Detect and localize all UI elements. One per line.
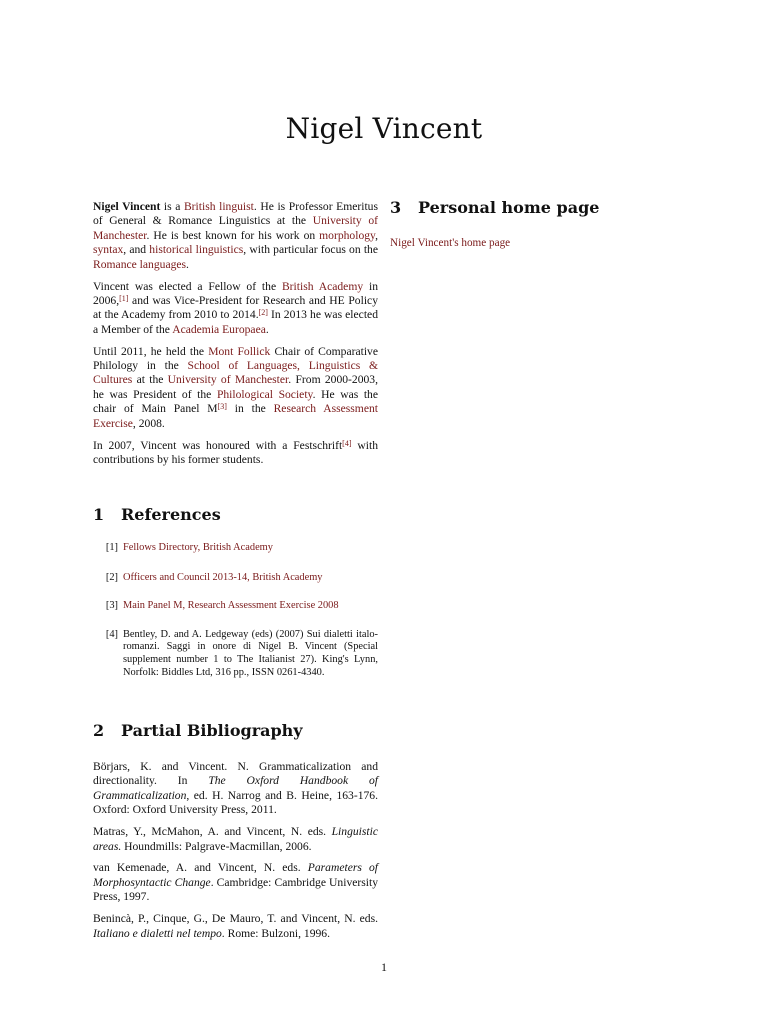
section-title: Personal home page [418,198,600,217]
text: , 2008. [132,416,165,430]
bibliography-entry [93,912,378,941]
bibliography-section [93,721,379,948]
link-mont-follick[interactable]: Mont Follick [208,344,271,358]
section-number: 1 [93,505,105,525]
page-title: Nigel Vincent [285,112,483,145]
link-research-assessment-exercise[interactable]: Research Assessment Exercise [93,402,378,430]
citation-2[interactable]: [2] [258,308,268,318]
bibliography-entry [93,861,378,904]
right-column [390,198,690,258]
text: with contributions by his former students. [93,438,378,466]
text: In 2013 he was elected a Member of the [93,308,378,336]
section-title: References [121,505,221,525]
work-title: Italiano e dialetti nel tempo [93,926,222,940]
link-romance-languages[interactable]: Romance languages [93,257,187,271]
text: In 2007, Vincent was honoured with a Festschrift [93,438,343,452]
references-list [93,542,378,679]
reference-number: [4] [105,628,118,640]
section-title: Partial Bibliography [121,721,303,740]
text: is a [160,200,184,213]
intro-paragraph-4 [93,439,378,468]
section-heading-homepage [390,198,690,218]
reference-link[interactable]: Fellows Directory, British Academy [123,542,273,553]
link-british-linguist[interactable]: British linguist [183,200,254,213]
text: . He is best known for his work on [146,228,320,242]
text: . He was the chair of Main Panel M [93,387,378,416]
intro-paragraph-3 [93,345,378,431]
section-heading-bibliography [93,721,378,741]
text: van Kemenade, A. and Vincent, N. eds. [93,861,308,875]
text: . [265,322,269,336]
reference-text: Bentley, D. and A. Ledgeway (eds) (2007) Sui dialetti italo-romanzi. Saggi in onore di Nigel B. Vincent (Special supplement number 1 to The Italianist 27). King's Lynn, Norfolk: Biddles Ltd, 316 pp., ISSN 0261-4340. [123,628,378,678]
citation-4[interactable]: [4] [342,438,352,448]
reference-item [93,629,378,679]
work-title: The Oxford Handbook of Grammaticalization [93,774,378,802]
work-title: Parameters of Morphosyntactic Change [93,861,379,889]
bibliography-entry [93,760,378,818]
intro-paragraph-2 [93,280,378,338]
text: Until 2011, he held the [93,344,209,358]
section-heading-references [93,505,378,525]
intro-column [93,200,378,525]
link-academia-europaea[interactable]: Academia Europaea [172,322,266,336]
link-university-of-manchester[interactable]: University of Manchester [93,214,378,242]
section-number: 2 [93,721,105,740]
text: . From 2000-2003, he was President of the [93,373,378,401]
link-home-page[interactable]: Nigel Vincent's home page [390,237,511,249]
text: . [186,257,189,271]
work-title: Linguistic areas. [93,825,378,853]
subject-name: Nigel Vincent [93,200,161,213]
reference-number: [2] [105,571,118,583]
link-university-of-manchester[interactable]: University of Manchester [167,373,289,387]
link-philological-society[interactable]: Philological Society [216,387,313,401]
link-syntax[interactable]: syntax [93,243,124,257]
text: . He is Professor Emeritus of General & Romance Linguistics at the [93,200,378,228]
section-number: 3 [390,198,402,217]
text: in the [226,402,274,416]
text: Benincà, P., Cinque, G., De Mauro, T. and Vincent, N. eds. [93,912,378,926]
page-number: 1 [381,960,387,974]
citation-1[interactable]: [1] [119,293,129,303]
reference-link[interactable]: Officers and Council 2013-14, British Academy [123,571,323,583]
reference-number: [1] [105,542,118,553]
text: Börjars, K. and Vincent. N. Grammaticalization and directionality. In [93,760,378,788]
reference-item [93,600,378,613]
link-british-academy[interactable]: British Academy [281,279,364,293]
text: Chair of Comparative Philology in the [93,344,378,373]
link-historical-linguistics[interactable]: historical linguistics [149,243,244,257]
link-morphology[interactable]: morphology [319,228,376,242]
reference-link[interactable]: Main Panel M, Research Assessment Exercise 2008 [123,600,339,612]
text: . Cambridge: Cambridge University Press, 1997. [93,875,378,904]
bibliography-entry [93,825,378,854]
text: Houndmills: Palgrave-Macmillan, 2006. [121,839,312,853]
text: , and [123,243,150,257]
text: in 2006, [93,279,379,307]
reference-item [93,542,378,555]
text: and was Vice-President for Research and HE Policy at the Academy from 2010 to 2014. [93,293,378,322]
text: Matras, Y., McMahon, A. and Vincent, N. eds. [93,825,332,839]
text: Vincent was elected a Fellow of the [93,279,282,293]
text: . Rome: Bulzoni, 1996. [221,926,331,940]
text: , with particular focus on the [243,243,379,257]
reference-number: [3] [105,600,118,612]
intro-paragraph-1 [93,200,378,272]
link-school-of-languages[interactable]: School of Languages, Linguistics & Cultures [93,359,378,387]
text: at the [132,373,168,387]
reference-item [93,572,378,585]
citation-3[interactable]: [3] [217,402,227,412]
text: , [375,228,378,242]
text: , ed. H. Narrog and B. Heine, 163-176. Oxford: Oxford University Press, 2011. [93,788,378,817]
